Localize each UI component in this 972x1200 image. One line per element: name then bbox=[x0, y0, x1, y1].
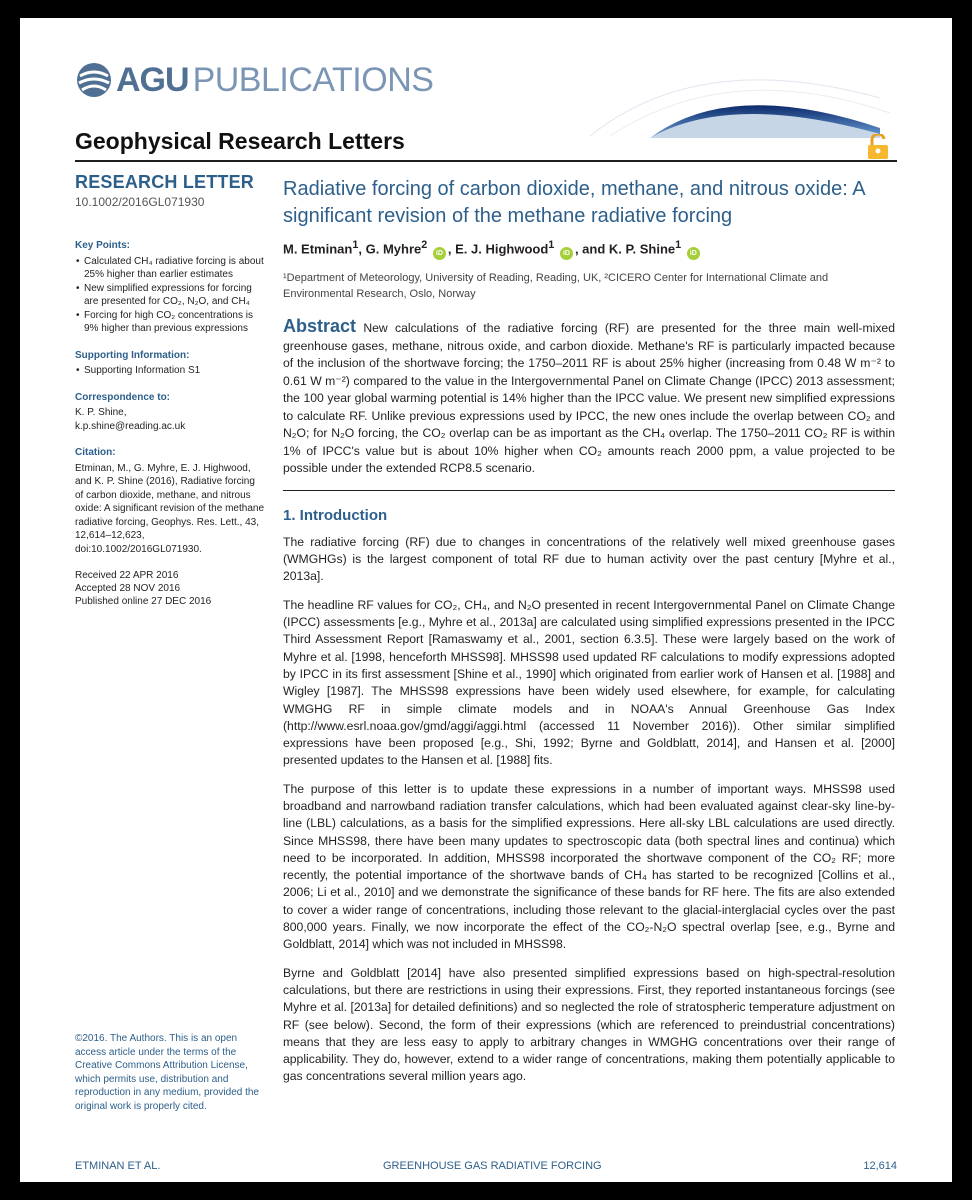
body-paragraph: Byrne and Goldblatt [2014] have also presented simplified expressions based on high-spectral-resolution calculations, but there are restrictions in using their expressions. First, they reported instantaneous forcings (see Myhre et al. [2013a] for detailed definitions) and so neglected the role of stratospheric temperature adjustment on RF (see below). Second, the form of their expressions (which are referenced to preindustrial concentrations) means that they are less easy to apply to arbitrary changes in WMGHG concentrations over their range of applicability. They do, however, extend to a wider range of concentrations, making them potentially applicable to gas concentrations several million years ago. bbox=[283, 965, 895, 1084]
key-point-item: • Forcing for high CO₂ concentrations is 9% higher than previous expressions bbox=[84, 309, 265, 336]
sidebar bbox=[75, 172, 265, 608]
body-paragraph: The headline RF values for CO₂, CH₄, and N₂O presented in recent Intergovernmental Panel on Climate Change (IPCC) assessments [e.g., Myhre et al., 2013a] are calculated using simplified expressions presented in the IPCC Third Assessment Report [Ramaswamy et al., 2001, section 6.3.5]. These were largely based on the work of Myhre et al. [1998, henceforth MHSS98]. MHSS98 used updated RF calculations to modify expressions adopted by IPCC in its first assessment [Shine et al., 1990] which originated from earlier work of Hansen et al. [1988] and Wigley [1987]. The MHSS98 expressions have been widely used elsewhere, for example, for calculating WMGHG RF in simple climate models and in NOAA's Annual Greenhouse Gas Index (http://www.esrl.noaa.gov/gmd/aggi/aggi.html (accessed 11 November 2016)). Other similar simplified expressions have been proposed [e.g., Shi, 1992; Byrne and Goldblatt, 2014], and Hansen et al. [2000] presented updates to the Hansen et al. [1988] fits. bbox=[283, 597, 895, 768]
correspondence-name: K. P. Shine, bbox=[75, 407, 127, 418]
logo-agu-text: AGU bbox=[116, 60, 189, 99]
correspondence-email[interactable]: k.p.shine@reading.ac.uk bbox=[75, 420, 186, 432]
key-points bbox=[75, 239, 265, 336]
author-name: M. Etminan bbox=[283, 241, 353, 257]
key-points-heading: Key Points: bbox=[75, 240, 131, 251]
footer-authors: ETMINAN ET AL. bbox=[75, 1160, 161, 1172]
supporting-information bbox=[75, 349, 265, 378]
abstract bbox=[283, 318, 895, 491]
agu-globe-icon bbox=[74, 60, 114, 100]
author-list bbox=[283, 239, 895, 260]
key-point-item: • New simplified expressions for forcing are presented for CO₂, N₂O, and CH₄ bbox=[84, 282, 265, 309]
doi: 10.1002/2016GL071930 bbox=[75, 194, 205, 209]
author-affiliation-mark: 1 bbox=[548, 239, 555, 251]
citation-text: Etminan, M., G. Myhre, E. J. Highwood, and K. P. Shine (2016), Radiative forcing of carbon dioxide, methane, and nitrous oxide: A significant revision of the methane radiative forcing, Geophys. Res. Lett., 43, 12,614–12,623, doi:10.1002/2016GL071930. bbox=[75, 462, 265, 555]
author-affiliation-mark: 1 bbox=[352, 239, 359, 251]
supporting-heading: Supporting Information: bbox=[75, 349, 190, 361]
author-separator: , bbox=[447, 241, 456, 257]
publication-dates bbox=[75, 569, 265, 608]
citation-heading: Citation: bbox=[75, 447, 116, 458]
correspondence bbox=[75, 391, 265, 434]
supporting-item-link[interactable]: • Supporting Information S1 bbox=[84, 364, 265, 378]
abstract-text: New calculations of the radiative forcing (RF) are presented for the three main well-mixed greenhouse gases, methane, nitrous oxide, and carbon dioxide. Methane's RF is particularly impacted because of the inclusion of the shortwave forcing; the 1750–2011 RF is about 25% higher (increasing from 0.48 W m⁻² to 0.61 W m⁻²) compared to the value in the Intergovernmental Panel on Climate Change (IPCC) 2013 assessment; the 100 year global warming potential is 14% higher than the IPCC value. We present new simplified expressions to calculate RF. Unlike previous expressions used by IPCC, the new ones include the overlap between CO₂ and N₂O; for N₂O forcing, the CO₂ overlap can be as important as the CH₄ overlap. The 1750–2011 CO₂ RF is within 1% of IPCC's value but is about 10% higher when CO₂ amounts reach 2000 ppm, a value projected to be possible under the extended RCP8.5 scenario. bbox=[283, 321, 895, 476]
citation bbox=[75, 446, 265, 556]
agu-logo bbox=[74, 60, 433, 100]
author-name: K. P. Shine bbox=[608, 241, 676, 257]
article-title: Radiative forcing of carbon dioxide, methane, and nitrous oxide: A significant revision of the methane radiative forcing bbox=[283, 178, 865, 227]
published-date: Published online 27 DEC 2016 bbox=[75, 596, 212, 607]
journal-title: Geophysical Research Letters bbox=[75, 128, 405, 154]
accepted-date: Accepted 28 NOV 2016 bbox=[75, 583, 181, 594]
open-access-lock-icon bbox=[866, 134, 890, 160]
section-type-label: RESEARCH LETTER bbox=[75, 172, 255, 192]
section-heading: 1. Introduction bbox=[283, 506, 388, 524]
affiliations: ¹Department of Meteorology, University of Reading, Reading, UK, ²CICERO Center for International Climate and Environmental Research, Oslo, Norway bbox=[283, 272, 829, 301]
author-name: G. Myhre bbox=[365, 241, 422, 257]
logo-publications-text: PUBLICATIONS bbox=[192, 60, 434, 99]
earth-horizon-image bbox=[580, 58, 910, 138]
body-paragraph: The radiative forcing (RF) due to changes in concentrations of the relatively well mixed greenhouse gases (WMGHGs) is the largest component of total RF due to human activity over the past century [Myhre et al., 2013a]. bbox=[283, 534, 895, 584]
copyright-notice: ©2016. The Authors. This is an open access article under the terms of the Creative Commons Attribution License, which permits use, distribution and reproduction in any medium, provided the original work is properly cited. bbox=[75, 1033, 259, 1112]
received-date: Received 22 APR 2016 bbox=[75, 570, 179, 581]
author-affiliation-mark: 2 bbox=[421, 239, 428, 251]
correspondence-heading: Correspondence to: bbox=[75, 391, 171, 403]
orcid-icon[interactable]: iD bbox=[433, 247, 446, 260]
header-divider bbox=[75, 160, 897, 162]
abstract-label: Abstract bbox=[283, 316, 357, 337]
page-number: 12,614 bbox=[863, 1160, 897, 1172]
author-separator: , and bbox=[574, 241, 609, 257]
orcid-icon[interactable]: iD bbox=[560, 247, 573, 260]
article-main bbox=[283, 176, 895, 1097]
orcid-icon[interactable]: iD bbox=[687, 247, 700, 260]
author-name: E. J. Highwood bbox=[455, 241, 549, 257]
footer-running-title: GREENHOUSE GAS RADIATIVE FORCING bbox=[383, 1160, 602, 1172]
author-affiliation-mark: 1 bbox=[675, 239, 682, 251]
author-separator: , bbox=[358, 241, 366, 257]
body-paragraph: The purpose of this letter is to update these expressions in a number of important ways. MHSS98 used broadband and narrowband radiation transfer calculations, which had been evaluated against clear-sky line-by-line (LBL) calculations, as a basis for the simplified expressions. Here all-sky LBL calculations are used directly. Since MHSS98, there have been many updates to spectroscopic data (both spectral lines and continua) which need to be incorporated. In addition, MHSS98 incorporated the shortwave component of the CO₂ RF; more recently, the potential importance of the shortwave bands of CH₄ has started to be recognized [Collins et al., 2006; Li et al., 2010] and we demonstrate the significance of these bands for RF here. The fits are also extended to cover a wider range of concentrations, including those relevant to the glacial-interglacial cycles over the past 800,000 years. Finally, we now incorporate the effect of the CO₂-N₂O spectral overlap [see, e.g., Byrne and Goldblatt, 2014] which was not included in MHSS98. bbox=[283, 781, 895, 952]
key-point-item: • Calculated CH₄ radiative forcing is about 25% higher than earlier estimates bbox=[84, 255, 265, 282]
paper-page bbox=[20, 18, 952, 1182]
